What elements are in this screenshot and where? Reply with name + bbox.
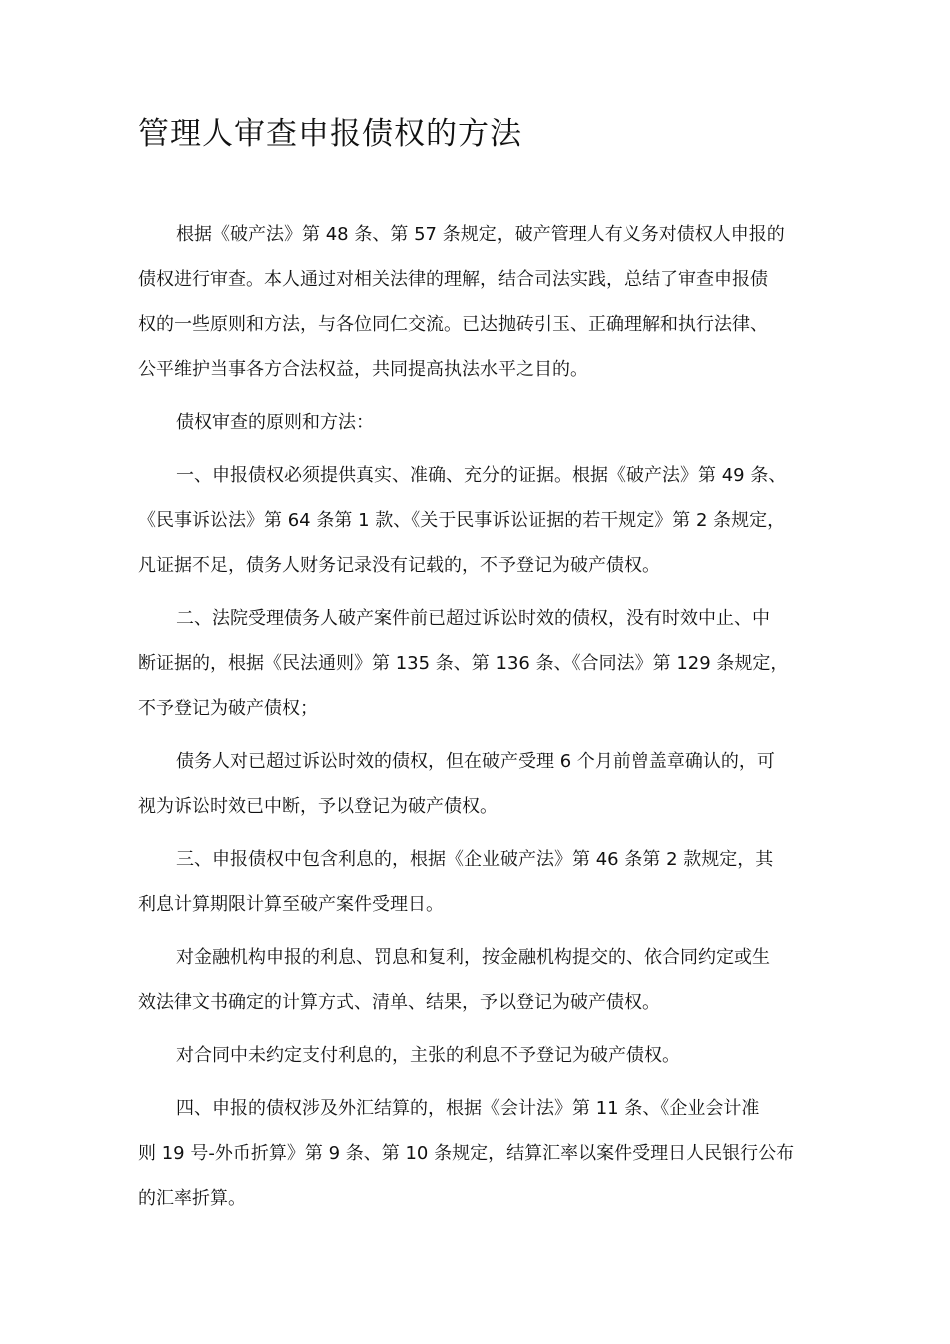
- paragraph-line: 公平维护当事各方合法权益，共同提高执法水平之目的。: [138, 359, 588, 380]
- paragraph-line: 的汇率折算。: [138, 1188, 246, 1209]
- paragraph-line: 债权审查的原则和方法：: [176, 412, 374, 433]
- paragraph-line: 根据《破产法》第 48 条、第 57 条规定，破产管理人有义务对债权人申报的: [176, 224, 785, 245]
- paragraph-line: 四、申报的债权涉及外汇结算的，根据《会计法》第 11 条、《企业会计准: [176, 1098, 760, 1119]
- paragraph-line: 三、申报债权中包含利息的，根据《企业破产法》第 46 条第 2 款规定，其: [176, 849, 774, 870]
- document-body: [138, 215, 816, 1232]
- paragraph-item-1: [138, 456, 816, 591]
- paragraph-line: 《民事诉讼法》第 64 条第 1 款、《关于民事诉讼证据的若干规定》第 2 条规定，: [138, 510, 786, 531]
- paragraph-line: 利息计算期限计算至破产案件受理日。: [138, 894, 444, 915]
- paragraph-line: 则 19 号-外币折算》第 9 条、第 10 条规定，结算汇率以案件受理日人民银行公布: [138, 1143, 795, 1164]
- paragraph-item-2: [138, 599, 816, 734]
- paragraph-line: 凡证据不足，债务人财务记录没有记载的，不予登记为破产债权。: [138, 555, 660, 576]
- paragraph-line: 效法律文书确定的计算方式、清单、结果，予以登记为破产债权。: [138, 992, 660, 1013]
- paragraph-line: 视为诉讼时效已中断，予以登记为破产债权。: [138, 796, 498, 817]
- document-title: 管理人审查申报债权的方法: [138, 116, 522, 152]
- paragraph-item-4: [138, 1089, 816, 1224]
- paragraph-line: 对合同中未约定支付利息的，主张的利息不予登记为破产债权。: [176, 1045, 680, 1066]
- paragraph-line: 断证据的，根据《民法通则》第 135 条、第 136 条、《合同法》第 129 条规定，: [138, 653, 789, 674]
- paragraph-line: 债务人对已超过诉讼时效的债权，但在破产受理 6 个月前曾盖章确认的，可: [176, 751, 775, 772]
- paragraph-line: 一、申报债权必须提供真实、准确、充分的证据。根据《破产法》第 49 条、: [176, 465, 787, 486]
- paragraph-item-3-no-interest: [138, 1036, 816, 1081]
- paragraph-line: 二、法院受理债务人破产案件前已超过诉讼时效的债权，没有时效中止、中: [176, 608, 770, 629]
- paragraph-item-2-note: [138, 742, 816, 832]
- paragraph-line: 对金融机构申报的利息、罚息和复利，按金融机构提交的、依合同约定或生: [176, 947, 770, 968]
- paragraph-item-3: [138, 840, 816, 930]
- paragraph-line: 不予登记为破产债权；: [138, 698, 318, 719]
- paragraph-item-3-financial: [138, 938, 816, 1028]
- paragraph-intro: [138, 215, 816, 395]
- paragraph-principles-heading: [138, 403, 816, 448]
- paragraph-line: 债权进行审查。本人通过对相关法律的理解，结合司法实践，总结了审查申报债: [138, 269, 768, 290]
- paragraph-line: 权的一些原则和方法，与各位同仁交流。已达抛砖引玉、正确理解和执行法律、: [138, 314, 768, 335]
